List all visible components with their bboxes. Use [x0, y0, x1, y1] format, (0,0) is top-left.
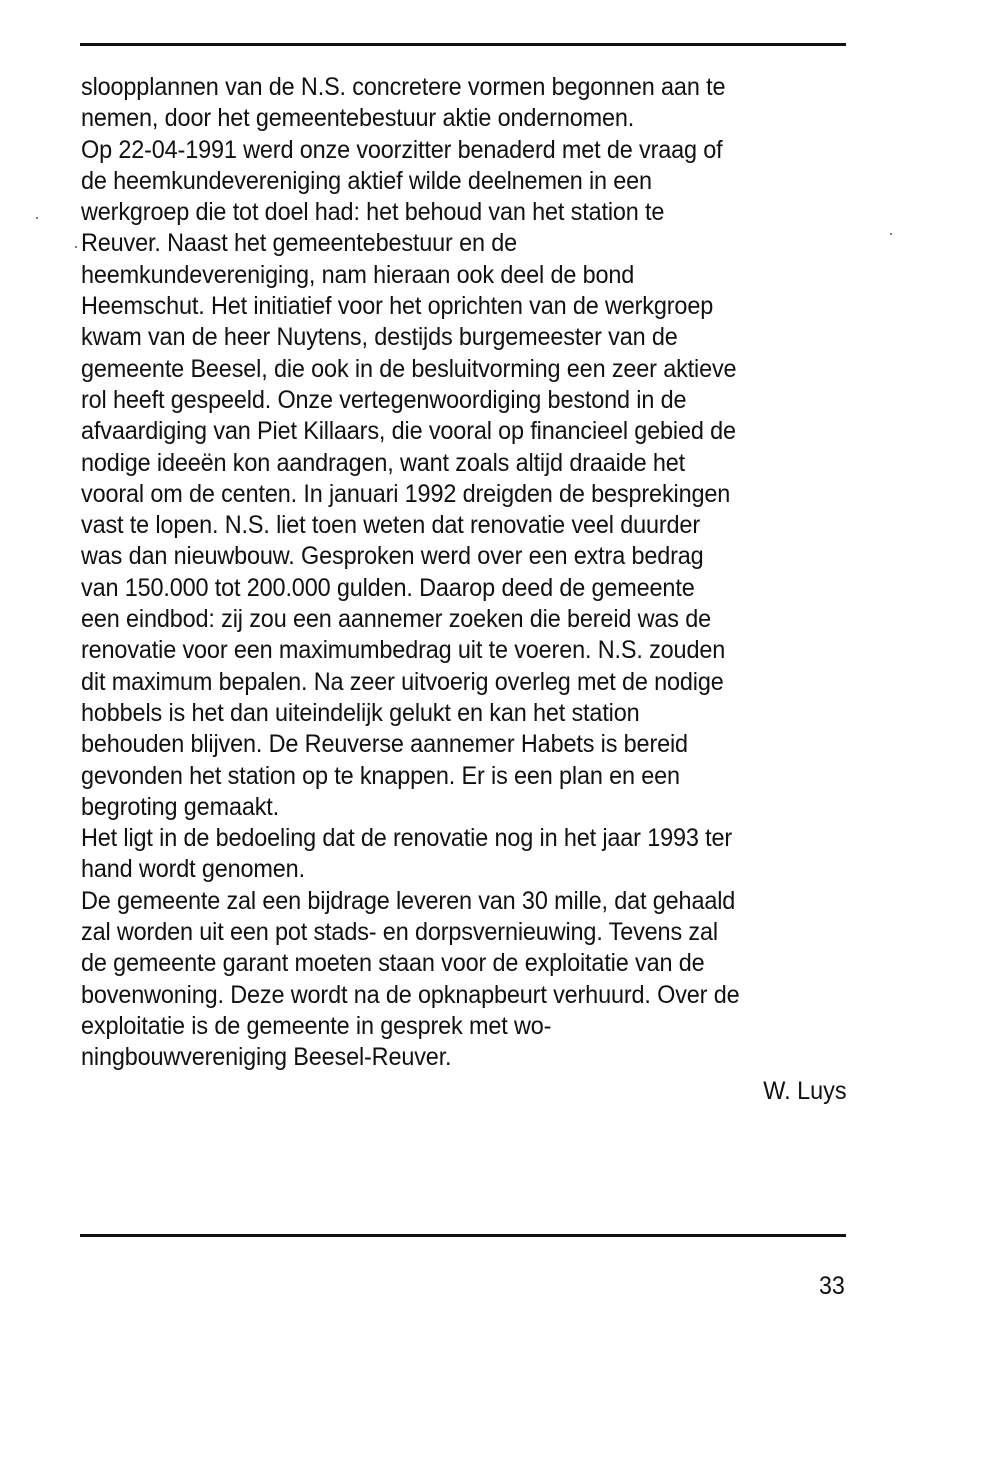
text-line: de gemeente garant moeten staan voor de exploitatie van de — [81, 949, 705, 978]
author-signature: W. Luys — [763, 1077, 847, 1105]
scan-speck — [75, 246, 77, 248]
text-line: ningbouwvereniging Beesel-Reuver. — [81, 1043, 452, 1072]
text-line: werkgroep die tot doel had: het behoud van het station te — [81, 198, 665, 227]
text-line: hand wordt genomen. — [81, 855, 305, 884]
text-line: Op 22-04-1991 werd onze voorzitter benaderd met de vraag of — [81, 135, 723, 164]
text-line: heemkundevereniging, nam hieraan ook deel de bond — [81, 260, 635, 289]
text-line: exploitatie is de gemeente in gesprek met wo- — [81, 1011, 552, 1040]
text-line: kwam van de heer Nuytens, destijds burgemeester van de — [81, 323, 678, 352]
text-line: renovatie voor een maximumbedrag uit te voeren. N.S. zouden — [81, 636, 726, 665]
text-line: was dan nieuwbouw. Gesproken werd over een extra bedrag — [81, 542, 704, 571]
top-horizontal-rule — [80, 43, 846, 46]
text-line: hobbels is het dan uiteindelijk gelukt en kan het station — [81, 698, 640, 727]
page-number: 33 — [819, 1272, 845, 1300]
bottom-horizontal-rule — [80, 1234, 846, 1237]
scan-speck — [36, 217, 38, 219]
text-line: gemeente Beesel, die ook in de besluitvorming een zeer aktieve — [81, 354, 737, 383]
text-line: nodige ideeën kon aandragen, want zoals altijd draaide het — [81, 448, 686, 477]
text-line: begroting gemaakt. — [81, 792, 280, 821]
text-line: van 150.000 tot 200.000 gulden. Daarop deed de gemeente — [81, 573, 695, 602]
text-line: sloopplannen van de N.S. concretere vormen begonnen aan te — [81, 73, 726, 101]
scan-speck — [890, 233, 892, 235]
text-line: behouden blijven. De Reuverse aannemer Habets is bereid — [81, 730, 688, 759]
text-line: nemen, door het gemeentebestuur aktie ondernomen. — [81, 104, 635, 133]
text-line: Reuver. Naast het gemeentebestuur en de — [81, 229, 518, 258]
text-line: Heemschut. Het initiatief voor het oprichten van de werkgroep — [81, 292, 714, 321]
text-line: vast te lopen. N.S. liet toen weten dat renovatie veel duurder — [81, 511, 700, 540]
text-line: bovenwoning. Deze wordt na de opknapbeurt verhuurd. Over de — [81, 980, 740, 1009]
text-line: gevonden het station op te knappen. Er is een plan en een — [81, 761, 680, 790]
text-line: Het ligt in de bedoeling dat de renovatie nog in het jaar 1993 ter — [81, 824, 733, 853]
article-body — [81, 72, 806, 1074]
text-line: vooral om de centen. In januari 1992 dreigden de besprekingen — [81, 479, 731, 508]
text-line: zal worden uit een pot stads- en dorpsvernieuwing. Tevens zal — [81, 918, 718, 947]
text-line: De gemeente zal een bijdrage leveren van 30 mille, dat gehaald — [81, 886, 736, 915]
text-line: de heemkundevereniging aktief wilde deelnemen in een — [81, 166, 652, 195]
text-line: rol heeft gespeeld. Onze vertegenwoordiging bestond in de — [81, 385, 687, 414]
text-line: een eindbod: zij zou een aannemer zoeken die bereid was de — [81, 605, 712, 634]
text-line: afvaardiging van Piet Killaars, die vooral op financieel gebied de — [81, 417, 736, 446]
text-line: dit maximum bepalen. Na zeer uitvoerig overleg met de nodige — [81, 667, 724, 696]
